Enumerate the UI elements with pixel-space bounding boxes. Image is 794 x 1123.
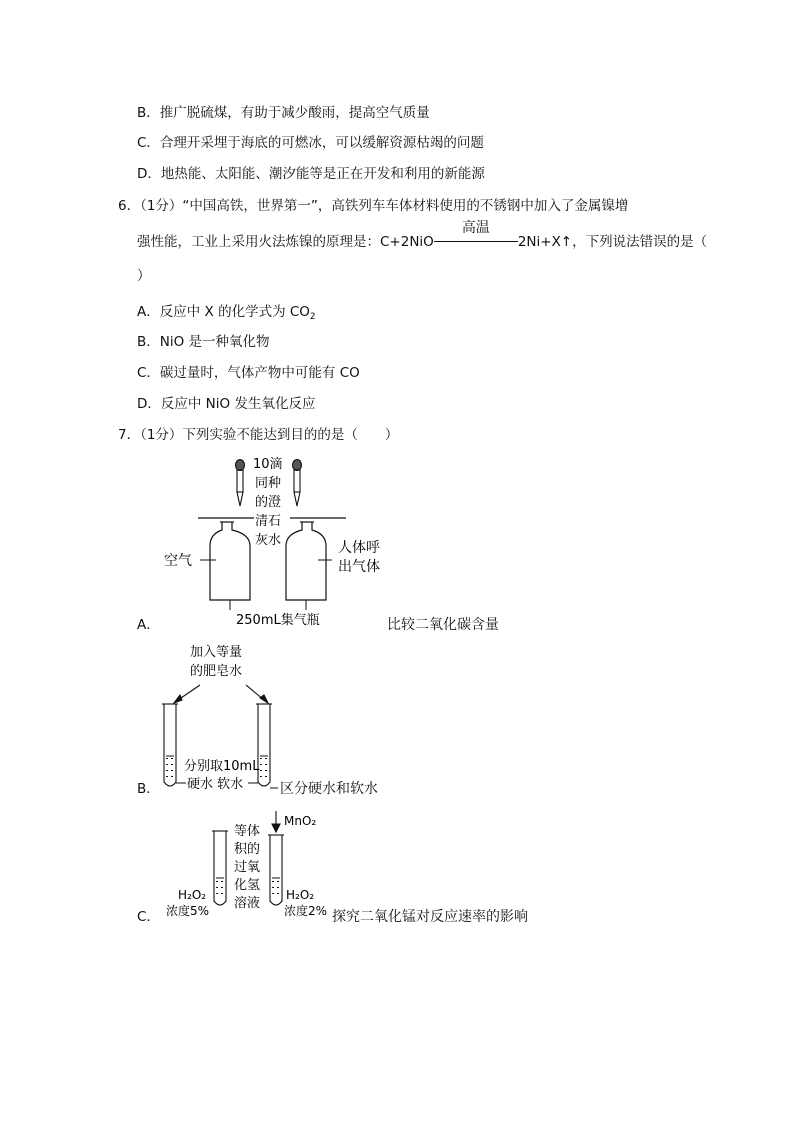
q7-option-b-figure bbox=[150, 640, 390, 800]
test-tube-left bbox=[212, 831, 228, 905]
reaction-condition: 高温 bbox=[461, 220, 490, 236]
gas-jar-right bbox=[286, 518, 346, 600]
q5-option-b: B．推广脱硫煤，有助于减少酸雨，提高空气质量 bbox=[137, 105, 430, 121]
q6-equation-left: 强性能，工业上采用火法炼镍的原理是：C+2NiO bbox=[137, 234, 434, 250]
test-tube-right bbox=[268, 835, 284, 905]
dropper-icon bbox=[236, 460, 245, 507]
drop-label: 10滴 同种 的澄 清石 灰水 bbox=[253, 457, 283, 548]
sample-volume-label: 分别取10mL bbox=[184, 759, 260, 774]
soap-water-label: 加入等量 的肥皂水 bbox=[190, 645, 243, 679]
right-concentration-label: H₂O₂ 浓度2% bbox=[284, 888, 328, 918]
left-concentration-label: H₂O₂ 浓度5% bbox=[166, 888, 210, 918]
dropper-icon bbox=[293, 460, 302, 507]
test-tube-hard-water bbox=[162, 704, 178, 786]
water-type-label: 硬水 软水 bbox=[187, 777, 244, 792]
air-label: 空气 bbox=[164, 553, 192, 569]
gas-jar-left bbox=[198, 518, 254, 600]
q6-option-a-sub: 2 bbox=[309, 312, 316, 322]
q6-equation-right: 2Ni+X↑，下列说法错误的是（ bbox=[517, 234, 708, 250]
q6-option-a bbox=[137, 302, 316, 327]
q6-option-b: B．NiO 是一种氧化物 bbox=[137, 334, 270, 350]
q7-option-a-figure bbox=[150, 450, 510, 640]
exhaled-gas-label: 人体呼 出气体 bbox=[338, 540, 380, 575]
reaction-bar bbox=[434, 241, 518, 242]
q6-stem-line3: ） bbox=[137, 268, 151, 284]
q6-option-d: D．反应中 NiO 发生氧化反应 bbox=[137, 396, 316, 412]
q6-option-a-text: A．反应中 X 的化学式为 CO bbox=[137, 304, 310, 320]
q7-option-a-caption: 比较二氧化碳含量 bbox=[387, 617, 499, 633]
catalyst-label: MnO₂ bbox=[284, 814, 317, 828]
q7-option-b-letter: B． bbox=[137, 781, 160, 797]
reaction-condition-arrow bbox=[434, 220, 518, 252]
q7-option-c-figure bbox=[150, 805, 350, 930]
q6-stem-line1: 6．（1分）“中国高铁，世界第一”，高铁列车车体材料使用的不锈钢中加入了金属镍增 bbox=[118, 198, 629, 214]
q7-option-b-caption: 区分硬水和软水 bbox=[280, 781, 378, 797]
q7-option-c-caption: 探究二氧化锰对反应速率的影响 bbox=[332, 909, 528, 925]
q5-option-c: C．合理开采埋于海底的可燃冰，可以缓解资源枯竭的问题 bbox=[137, 135, 484, 151]
gas-jar-label: 250mL集气瓶 bbox=[236, 613, 320, 628]
q6-option-c: C．碳过量时，气体产物中可能有 CO bbox=[137, 365, 360, 381]
q7-option-a-letter: A． bbox=[137, 617, 160, 633]
q6-stem-line2 bbox=[137, 220, 708, 252]
q7-option-c-letter: C． bbox=[137, 909, 160, 925]
q5-option-d: D．地热能、太阳能、潮汐能等是正在开发和利用的新能源 bbox=[137, 166, 485, 182]
peroxide-solution-label: 等体 积的 过氧 化氢 溶液 bbox=[234, 824, 261, 911]
q7-stem: 7．（1分）下列实验不能达到目的的是（ ） bbox=[118, 427, 399, 443]
